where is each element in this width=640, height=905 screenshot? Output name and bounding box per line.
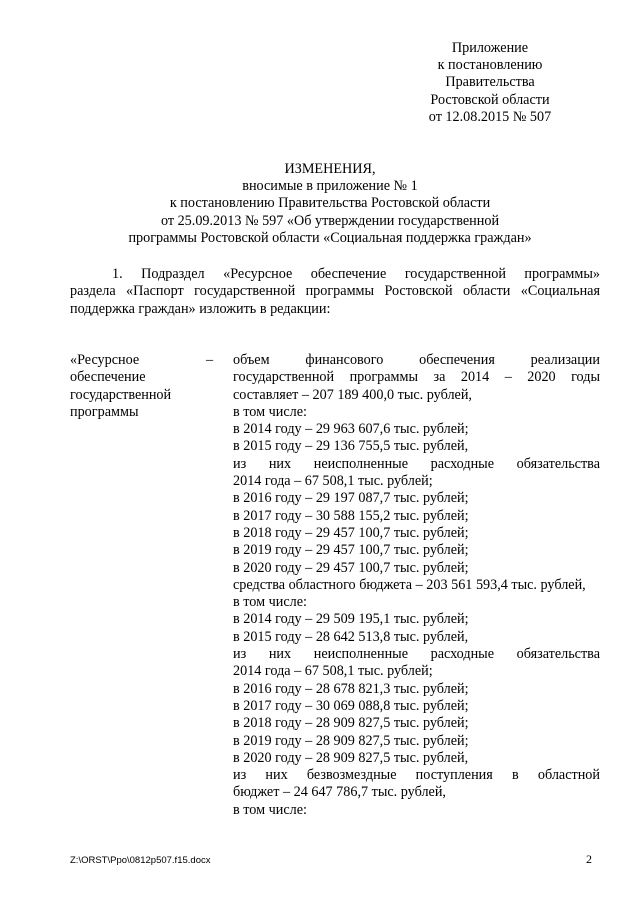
content-line: бюджет – 24 647 786,7 тыс. рублей, (233, 784, 446, 801)
content-line: средства областного бюджета – 203 561 593,4 тыс. рублей, (233, 576, 586, 593)
label-line: «Ресурсное (70, 352, 140, 368)
document-heading (60, 161, 600, 247)
content-line: в том числе: (233, 801, 307, 818)
content-line: 2014 года – 67 508,1 тыс. рублей; (233, 473, 433, 490)
content-line: в том числе: (233, 403, 307, 420)
heading-line: вносимые в приложение № 1 (242, 178, 418, 195)
heading-title: ИЗМЕНЕНИЯ, (284, 161, 376, 177)
appendix-line: к постановлению (437, 57, 543, 74)
content-line: в 2017 году – 30 588 155,2 тыс. рублей; (233, 507, 469, 524)
content-line: в 2016 году – 28 678 821,3 тыс. рублей; (233, 680, 469, 697)
heading-line: к постановлению Правительства Ростовской области (169, 195, 491, 212)
content-line: из них безвозмездные поступления в областной (233, 767, 600, 784)
content-line: объем финансового обеспечения реализации (233, 352, 600, 368)
point-1-paragraph (70, 266, 600, 318)
label-line: обеспечение (70, 369, 146, 386)
content-line: в 2017 году – 30 069 088,8 тыс. рублей; (233, 697, 469, 714)
label-line: программы (70, 403, 139, 420)
appendix-line: Правительства (445, 74, 535, 91)
content-line: в 2020 году – 29 457 100,7 тыс. рублей; (233, 559, 469, 576)
content-line: в 2015 году – 29 136 755,5 тыс. рублей, (233, 438, 469, 455)
content-line: составляет – 207 189 400,0 тыс. рублей, (233, 386, 472, 403)
resource-label (70, 352, 228, 421)
content-line: в 2019 году – 28 909 827,5 тыс. рублей; (233, 732, 469, 749)
content-line: в 2016 году – 29 197 087,7 тыс. рублей; (233, 490, 469, 507)
content-line: в 2018 году – 28 909 827,5 тыс. рублей; (233, 715, 469, 732)
appendix-line: Приложение (451, 40, 529, 56)
paragraph-line: раздела «Паспорт государственной программы Ростовской области «Социальная (70, 283, 600, 300)
label-dash: – (206, 352, 214, 368)
appendix-line: от 12.08.2015 № 507 (428, 108, 552, 125)
content-line: в 2020 году – 28 909 827,5 тыс. рублей, (233, 749, 469, 766)
content-line: в 2019 году – 29 457 100,7 тыс. рублей; (233, 542, 469, 559)
footer-file-path: Z:\ORST\Ppo\0812p507.f15.docx (70, 855, 211, 866)
paragraph-line: поддержка граждан» изложить в редакции: (70, 300, 331, 317)
appendix-line: Ростовской области (430, 91, 550, 108)
content-line: в 2018 году – 29 457 100,7 тыс. рублей; (233, 524, 469, 541)
label-line: государственной (70, 386, 172, 403)
content-line: в 2014 году – 29 509 195,1 тыс. рублей; (233, 611, 469, 628)
heading-line: программы Ростовской области «Социальная поддержка граждан» (128, 229, 532, 246)
content-line: в 2015 году – 28 642 513,8 тыс. рублей, (233, 628, 469, 645)
content-line: в том числе: (233, 594, 307, 611)
page-number: 2 (586, 852, 592, 866)
content-line: из них неисполненные расходные обязательства (233, 646, 600, 663)
content-line: в 2014 году – 29 963 607,6 тыс. рублей; (233, 421, 469, 438)
content-line: из них неисполненные расходные обязательства (233, 455, 600, 472)
appendix-block (380, 40, 600, 126)
paragraph-line: 1. Подраздел «Ресурсное обеспечение государственной программы» (112, 266, 600, 282)
content-line: государственной программы за 2014 – 2020 годы (233, 369, 600, 386)
resource-content (233, 352, 600, 819)
heading-line: от 25.09.2013 № 597 «Об утверждении государственной (160, 212, 500, 229)
content-line: 2014 года – 67 508,1 тыс. рублей; (233, 663, 433, 680)
